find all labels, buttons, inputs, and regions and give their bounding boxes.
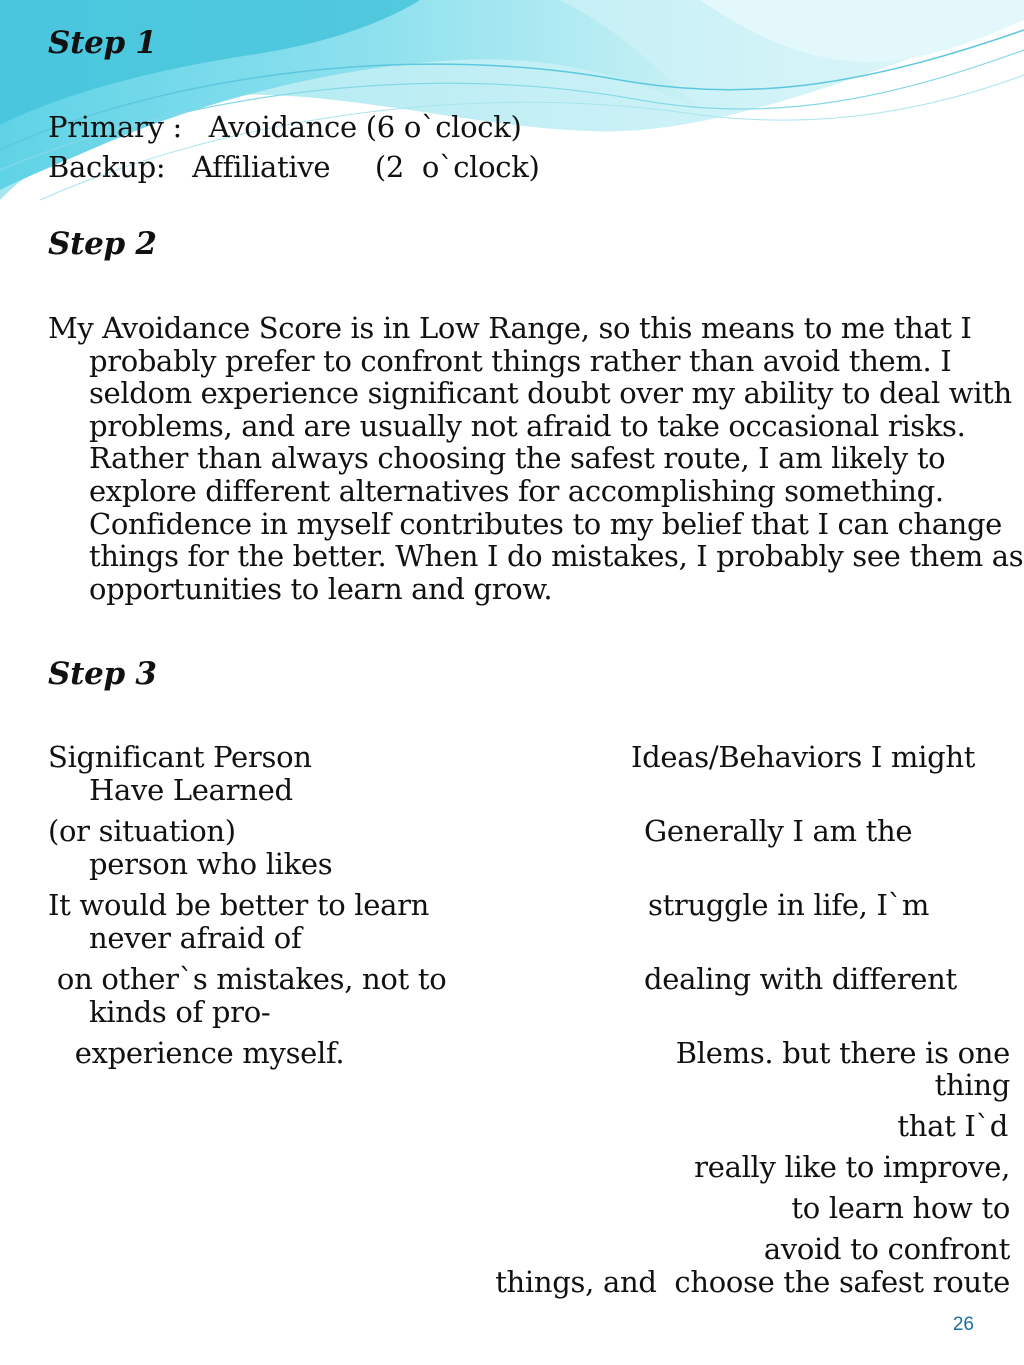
step3-right-line: really like to improve, <box>694 1150 1010 1184</box>
step3-right-line: Blems. but there is one <box>675 1036 1010 1070</box>
step3-wrap-line: kinds of pro- <box>89 995 271 1029</box>
step3-right-line: thing <box>934 1068 1010 1102</box>
backup-style-line: Backup: Affiliative (2 o`clock) <box>48 150 540 184</box>
step3-wrap-line: Have Learned <box>89 773 293 807</box>
step3-right-line: struggle in life, I`m <box>648 888 930 922</box>
step3-left-line: Significant Person <box>48 740 312 774</box>
step1-heading: Step 1 <box>48 25 157 61</box>
step3-left-line: (or situation) <box>48 814 236 848</box>
page-number: 26 <box>952 1314 974 1335</box>
step3-wrap-line: person who likes <box>89 847 333 881</box>
step3-left-line: It would be better to learn <box>48 888 430 922</box>
step3-wrap-line: never afraid of <box>89 921 302 955</box>
step3-right-line: that I`d <box>897 1109 1008 1143</box>
step3-right-line: dealing with different <box>644 962 957 996</box>
step3-left-line: on other`s mistakes, not to <box>48 962 447 996</box>
step3-right-line: to learn how to <box>791 1191 1010 1225</box>
step3-heading: Step 3 <box>48 656 157 692</box>
primary-style-line: Primary : Avoidance (6 o`clock) <box>48 110 522 144</box>
step3-right-line: Ideas/Behaviors I might <box>631 740 976 774</box>
step3-left-line: experience myself. <box>48 1036 345 1070</box>
step2-heading: Step 2 <box>48 226 157 262</box>
step3-right-line: Generally I am the <box>644 814 913 848</box>
step2-paragraph: My Avoidance Score is in Low Range, so this means to me that I probably prefer to confront things rather than avoid them. I seldom experience significant doubt over my ability to deal with problems, and are usually not afraid to take occasional risks. Rather than always choosing the safest route, I am likely to explore different alternatives for accomplishing something. Confidence in myself contributes to my belief that I can change things for the better. When I do mistakes, I probably see them as opportunities to learn and grow. <box>48 311 1024 606</box>
step3-right-line: things, and choose the safest route <box>495 1265 1010 1299</box>
step3-right-line: avoid to confront <box>763 1232 1010 1266</box>
